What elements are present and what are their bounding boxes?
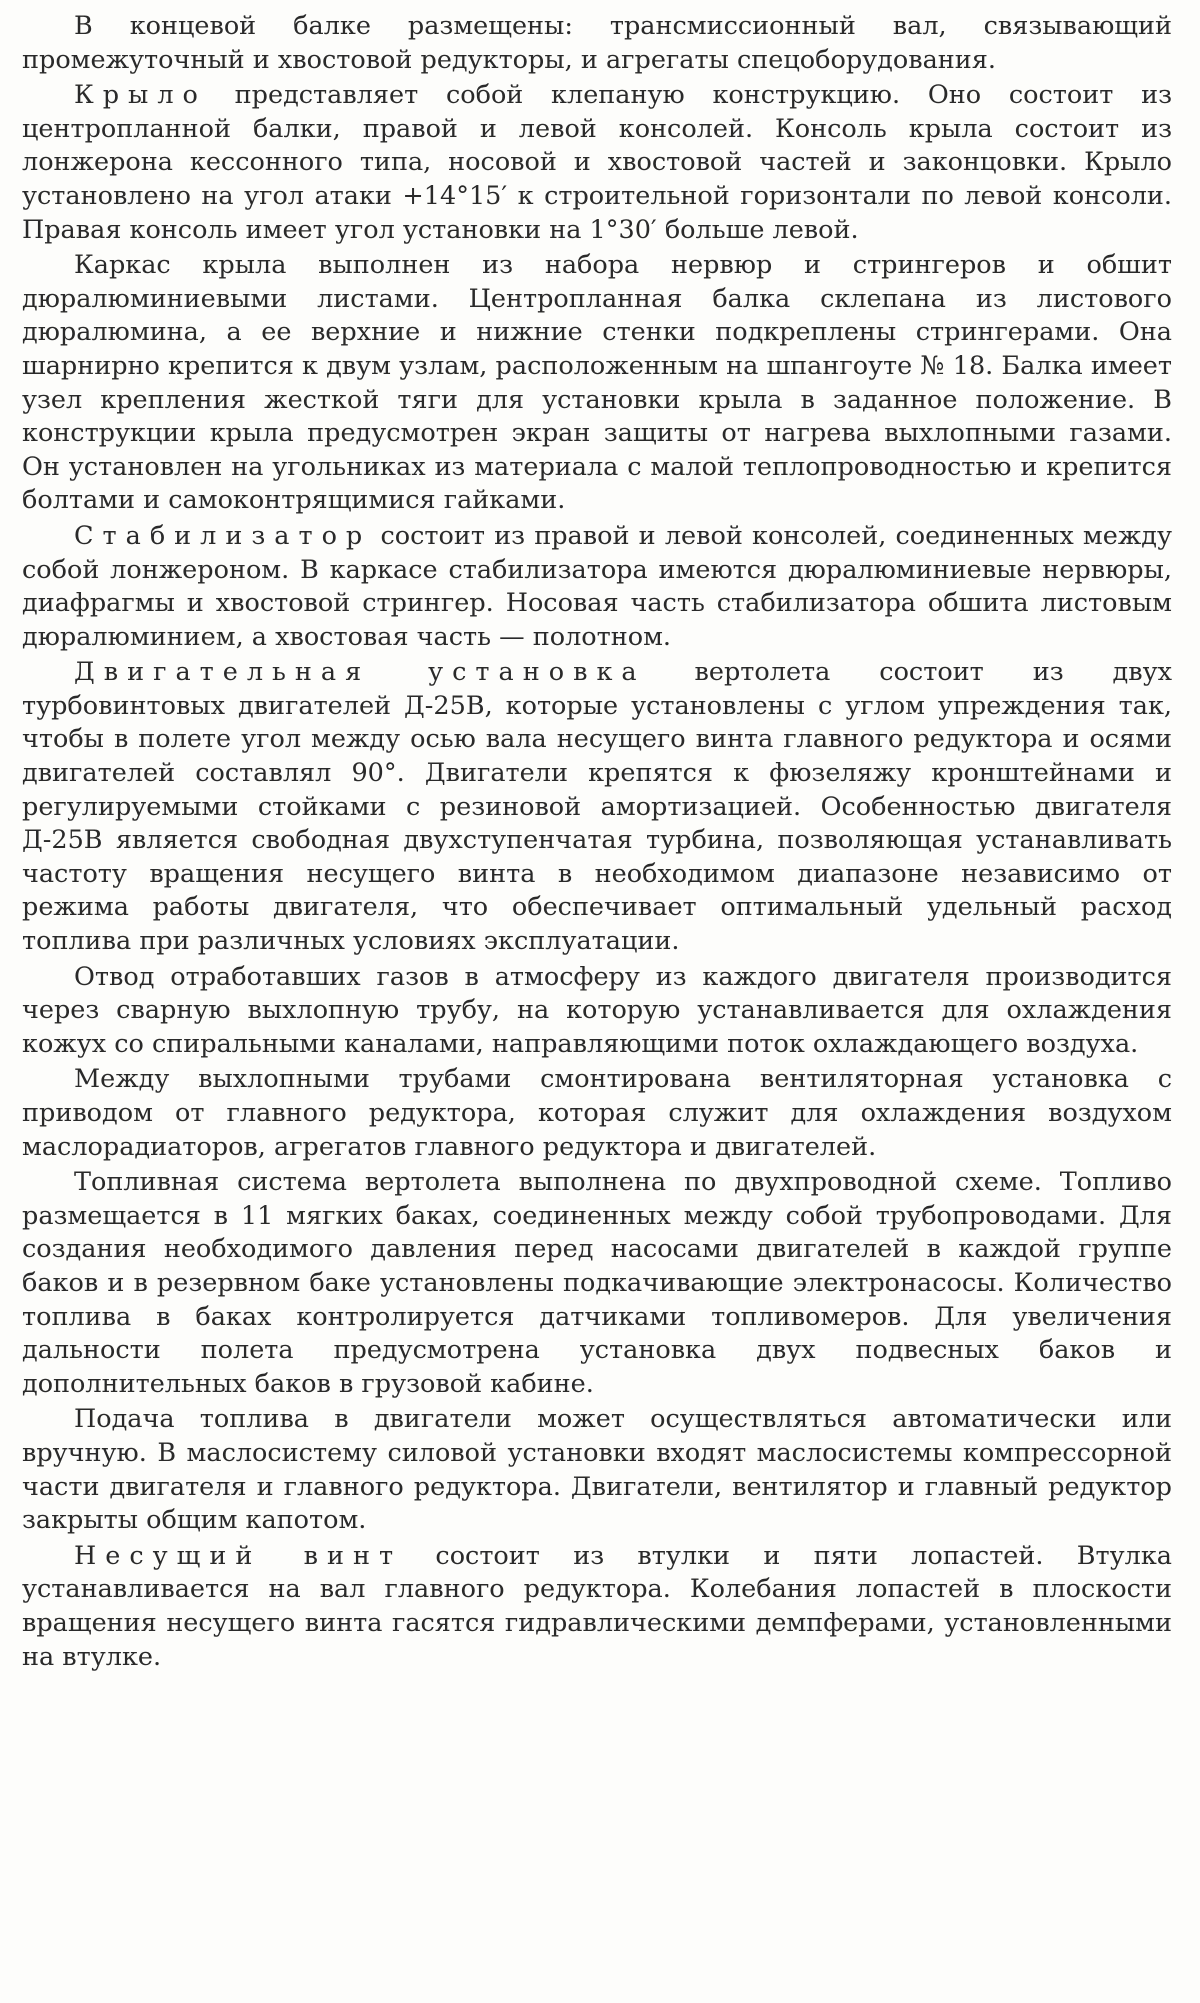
paragraph-text: Подача топлива в двигатели может осуществляться автоматически или вручную. В маслосистему силовой установки входят маслосистемы компрессорной части двигателя и главного редуктора. Двигатели, вентилятор и главный редуктор закрыты общим капотом. [22,1404,1172,1536]
paragraph-main-rotor [22,1540,1172,1674]
paragraph-text: Каркас крыла выполнен из набора нервюр и стрингеров и обшит дюралюминиевыми листами. Центропланная балка склепана из листового дюралюмина, а ее верхние и нижние стенки подкреплены стрингерами. Она шарнирно крепится к двум узлам, расположенным на шпангоуте № 18. Балка имеет узел крепления жесткой тяги для установки крыла в заданное положение. В конструкции крыла предусмотрен экран защиты от нагрева выхлопными газами. Он установлен на угольниках из материала с малой теплопроводностью и крепится болтами и самоконтрящимися гайками. [22,250,1172,516]
paragraph-text: Топливная система вертолета выполнена по двухпроводной схеме. Топливо размещается в 11 мягких баках, соединенных между собой трубопроводами. Для создания необходимого давления перед насосами двигателей в каждой группе баков и в резервном баке установлены подкачивающие электронасосы. Количество топлива в баках контролируется датчиками топливомеров. Для увеличения дальности полета предусмотрена установка двух подвесных баков и дополнительных баков в грузовой кабине. [22,1167,1172,1399]
paragraph-text: состоит из втулки и пяти лопастей. Втулка устанавливается на вал главного редуктора. Колебания лопастей в плоскости вращения несущего винта гасятся гидравлическими демпферами, установленными на втулке. [22,1540,1172,1672]
paragraph-exhaust [22,961,1172,1062]
body-text [22,10,1172,1676]
paragraph-lead-term: Крыло [74,80,207,111]
paragraph-text: представляет собой клепаную конструкцию. Оно состоит из центропланной балки, правой и левой консолей. Консоль крыла состоит из лонжерона кессонного типа, носовой и хвостовой частей и законцовки. Крыло установлено на угол атаки +14°15′ к строительной горизонтали по левой консоли. Правая консоль имеет угол установки на 1°30′ больше левой. [22,80,1172,245]
paragraph-stabilizer [22,520,1172,654]
paragraph-text: Между выхлопными трубами смонтирована вентиляторная установка с приводом от главного редуктора, которая служит для охлаждения воздухом маслорадиаторов, агрегатов главного редуктора и двигателей. [22,1064,1172,1162]
paragraph-lead-term: Двигательная установка [74,657,646,688]
paragraph-wing-frame [22,249,1172,518]
paragraph-wing [22,79,1172,247]
paragraph-lead-term: Несущий винт [74,1540,403,1571]
paragraph-text: вертолета состоит из двух турбовинтовых двигателей Д-25В, которые установлены с углом упреждения так, чтобы в полете угол между осью вала несущего винта главного редуктора и осями двигателей составлял 90°. Двигатели крепятся к фюзеляжу кронштейнами и регулируемыми стойками с резиновой амортизацией. Особенностью двигателя Д-25В является свободная двухступенчатая турбина, позволяющая устанавливать частоту вращения несущего винта в необходимом диапазоне независимо от режима работы двигателя, что обеспечивает оптимальный удельный расход топлива при различных условиях эксплуатации. [22,657,1172,957]
paragraph-text: состоит из правой и левой консолей, соединенных между собой лонжероном. В каркасе стабилизатора имеются дюралюминиевые нервюры, диафрагмы и хвостовой стрингер. Носовая часть стабилизатора обшита листовым дюралюминием, а хвостовая часть — полотном. [22,520,1172,652]
paragraph-tail-beam [22,10,1172,77]
paragraph-lead-term: Стабилизатор [74,520,372,551]
paragraph-text: В концевой балке размещены: трансмиссионный вал, связывающий промежуточный и хвостовой редукторы, и агрегаты спецоборудования. [22,11,1172,75]
paragraph-fan [22,1063,1172,1164]
paragraph-fuel-system [22,1166,1172,1401]
paragraph-fuel-supply [22,1403,1172,1537]
paragraph-powerplant [22,656,1172,958]
paragraph-text: Отвод отработавших газов в атмосферу из каждого двигателя производится через сварную выхлопную трубу, на которую устанавливается для охлаждения кожух со спиральными каналами, направляющими поток охлаждающего воздуха. [22,961,1172,1059]
